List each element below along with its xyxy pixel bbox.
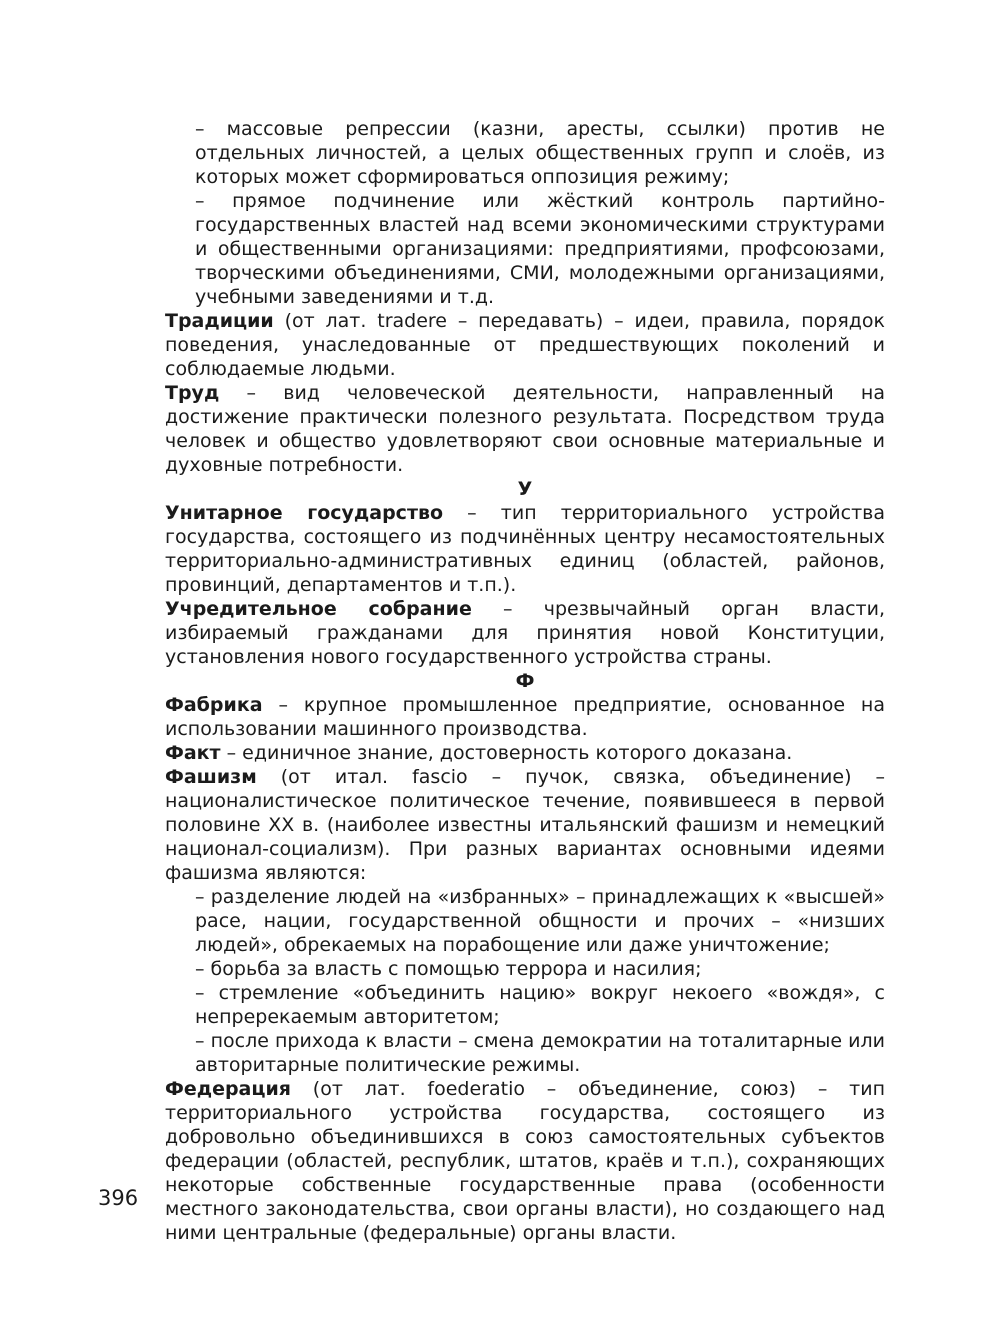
entry-labor bbox=[165, 381, 885, 477]
entry-term: Учредительное собрание bbox=[165, 598, 472, 620]
entry-definition: (от итал. fascio – пучок, связка, объединение) – националистическое политическое течение, появившееся в первой половине XX в. (наиболее известны итальянский фашизм и немецкий национал-социализм). При разных вариантах основными идеями фашизма являются: bbox=[165, 766, 885, 884]
entry-term: Фабрика bbox=[165, 694, 263, 716]
page-number: 396 bbox=[98, 1186, 139, 1210]
entry-term: Традиции bbox=[165, 310, 274, 332]
entry-definition: (от лат. foederatio – объединение, союз) – тип территориального устройства государства, состоящего из добровольно объединившихся в союз самостоятельных субъектов федерации (областей, республик, штатов, краёв и т.п.), сохраняющих некоторые собственные государственные права (особенности местного законодательства, свои органы власти), но создающего над ними центральные (федеральные) органы власти. bbox=[165, 1078, 885, 1244]
entry-definition: (от лат. tradere – передавать) – идеи, правила, порядок поведения, унаследованные от предшествующих поколений и соблюдаемые людьми. bbox=[165, 310, 885, 380]
entry-federation bbox=[165, 1077, 885, 1245]
entry-factory bbox=[165, 693, 885, 741]
list-item: – массовые репрессии (казни, аресты, ссылки) против не отдельных личностей, а целых общественных групп и слоёв, из которых может сформироваться оппозиция режиму; bbox=[195, 118, 885, 188]
entry-fascism bbox=[165, 765, 885, 885]
section-letter: У bbox=[517, 478, 533, 500]
list-item: – разделение людей на «избранных» – принадлежащих к «высшей» расе, нации, государственной общности и прочих – «низших людей», обрекаемых на порабощение или даже уничтожение; bbox=[195, 886, 885, 956]
entry-term: Труд bbox=[165, 382, 220, 404]
entry-unitary-state bbox=[165, 501, 885, 597]
entry-term: Факт bbox=[165, 742, 221, 764]
entry-constituent-assembly bbox=[165, 597, 885, 669]
list-item: – прямое подчинение или жёсткий контроль партийно-государственных властей над всеми экономическими структурами и общественными организациями: предприятиями, профсоюзами, творческими объединениями, СМИ, молодежными организациями, учебными заведениями и т.д. bbox=[195, 190, 885, 308]
entry-definition: – тип территориального устройства государства, состоящего из подчинённых центру несамостоятельных территориально-административных единиц (областей, районов, провинций, департаментов и т.п.). bbox=[165, 502, 886, 596]
entry-traditions bbox=[165, 309, 885, 381]
entry-term: Федерация bbox=[165, 1078, 291, 1100]
entry-definition: – чрезвычайный орган власти, избираемый гражданами для принятия новой Конституции, установления нового государственного устройства страны. bbox=[165, 598, 886, 668]
list-item: – после прихода к власти – смена демократии на тоталитарные или авторитарные политические режимы. bbox=[195, 1030, 885, 1076]
entry-fact bbox=[165, 741, 885, 765]
list-item: – борьба за власть с помощью террора и насилия; bbox=[195, 958, 702, 980]
entry-definition: – единичное знание, достоверность которого доказана. bbox=[220, 742, 793, 764]
section-letter: Ф bbox=[515, 670, 535, 692]
entry-term: Фашизм bbox=[165, 766, 257, 788]
list-item: – стремление «объединить нацию» вокруг некоего «вождя», с непререкаемым авторитетом; bbox=[195, 982, 885, 1028]
entry-term: Унитарное государство bbox=[165, 502, 444, 524]
page-body bbox=[165, 117, 885, 1245]
entry-definition: – крупное промышленное предприятие, основанное на использовании машинного производства. bbox=[165, 694, 885, 740]
entry-definition: – вид человеческой деятельности, направленный на достижение практически полезного результата. Посредством труда человек и общество удовлетворяют свои основные материальные и духовные потребности. bbox=[165, 382, 885, 476]
